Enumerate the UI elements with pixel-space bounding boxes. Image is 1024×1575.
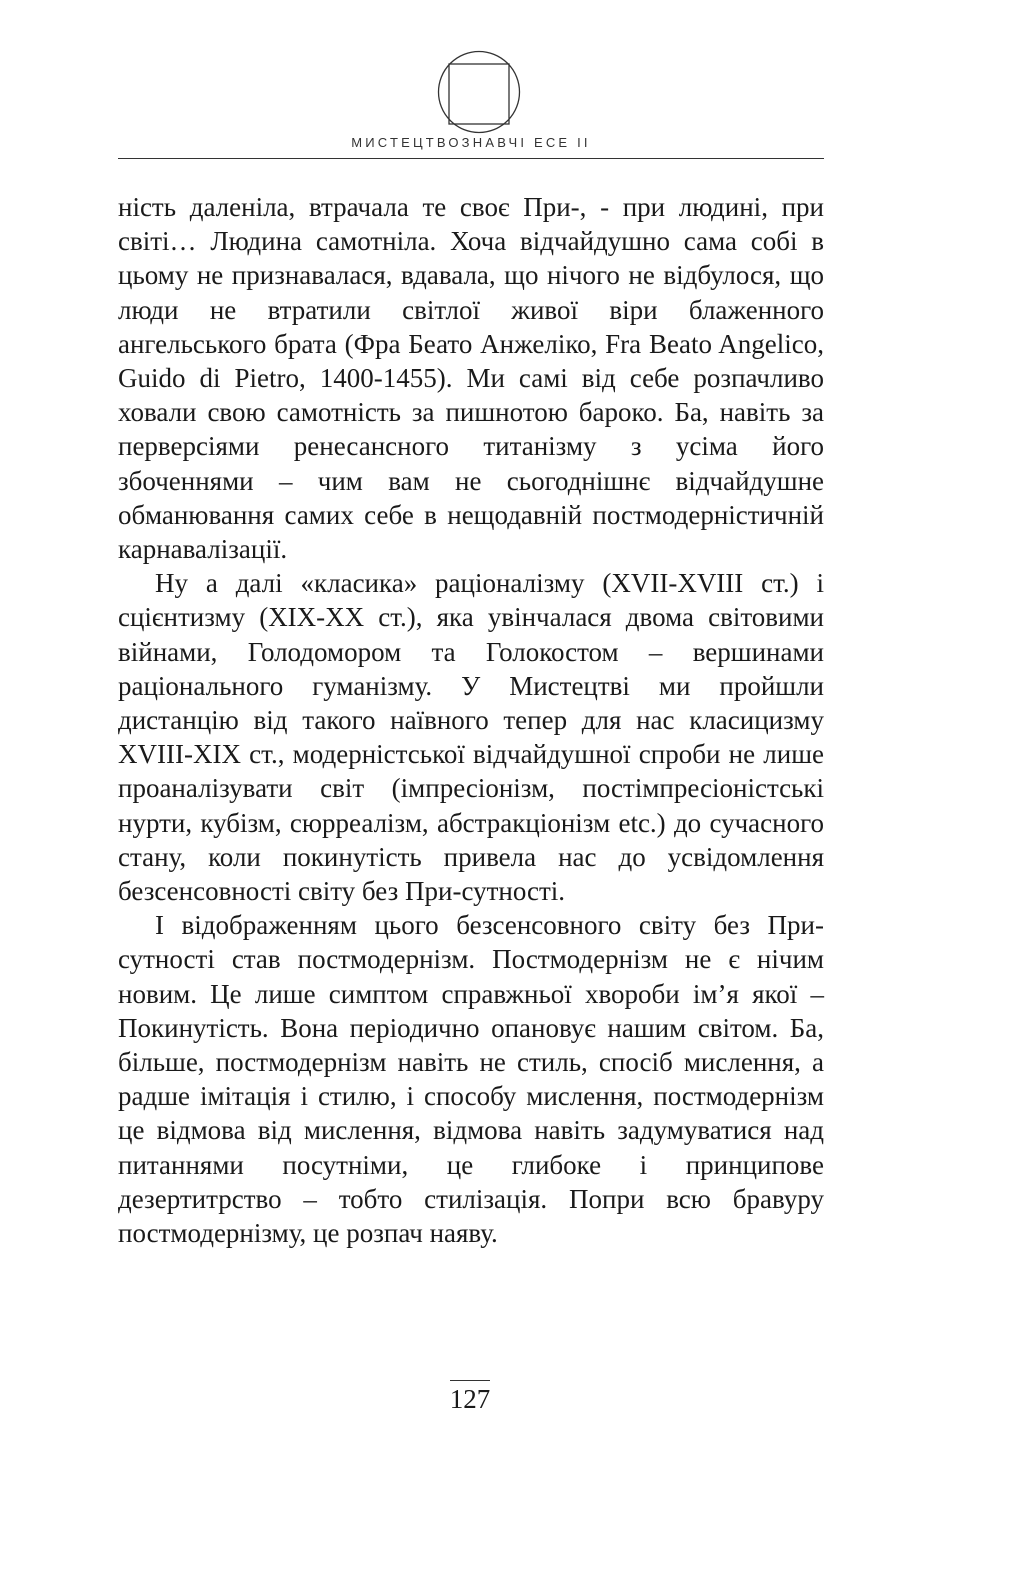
- paragraph-1: ність даленіла, втрачала те своє При-, - при людині, при світі… Людина самотніла. Хоча відчайдушно сама собі в цьому не признавалася, вдавала, що нічого не відбулося, що люди не втратили світлої живої віри блаженного ангельського брата (Фра Беато Анжеліко, Fra Beato Angelico, Guido di Pietro, 1400-1455). Ми самі від себе розпачливо ховали свою самотність за пишнотою бароко. Ба, навіть за перверсіями ренесансного титанізму з усіма його збоченнями – чим вам не сьогоднiшнє відчайдушне обманювання самих себе в нещодавній постмодерністичній карнавалізації.: [118, 192, 824, 565]
- circle-square-emblem-icon: [437, 50, 521, 134]
- running-head-title: МИСТЕЦТВОЗНАВЧІ ЕСЕ ІІ: [351, 135, 591, 150]
- page-number-value: 127: [450, 1380, 491, 1416]
- header-rule: [118, 158, 824, 159]
- page-number: [0, 1380, 940, 1416]
- body-text: [118, 190, 824, 1250]
- paragraph-3: І відображенням цього безсенсовного світу без При-сутності став постмодернізм. Постмодернізм не є нічим новим. Це лише симптом справжньої хвороби ім’я якої – Покинутість. Вона періодично опановує нашим світом. Ба, більше, постмодернізм навіть не стиль, спосіб мислення, а радше імітація і стилю, і способу мислення, постмодернізм це відмова від мислення, відмова навіть задумуватися над питаннями посутніми, це глибоке і принципове дезертитрство – тобто стилізація. Попри всю бравуру постмодернізму, це розпач наяву.: [118, 910, 824, 1249]
- paragraph-2: Ну а далі «класика» раціоналізму (XVII-XVIII ст.) і сцієнтизму (XIX-XX ст.), яка увінчалася двома світовими війнами, Голодомором та Голокостом – вершинами раціонального гуманізму. У Мистецтві ми пройшли дистанцію від такого наївного тепер для нас класицизму XVIII-XIX ст., модерністської відчайдушної спроби не лише проаналізувати світ (імпресіонізм, постімпресіоністські нурти, кубізм, сюрреалізм, абстракціонізм etc.) до сучасного стану, коли покинутість привела нас до усвідомлення безсенсовності світу без При-сутності.: [118, 568, 824, 907]
